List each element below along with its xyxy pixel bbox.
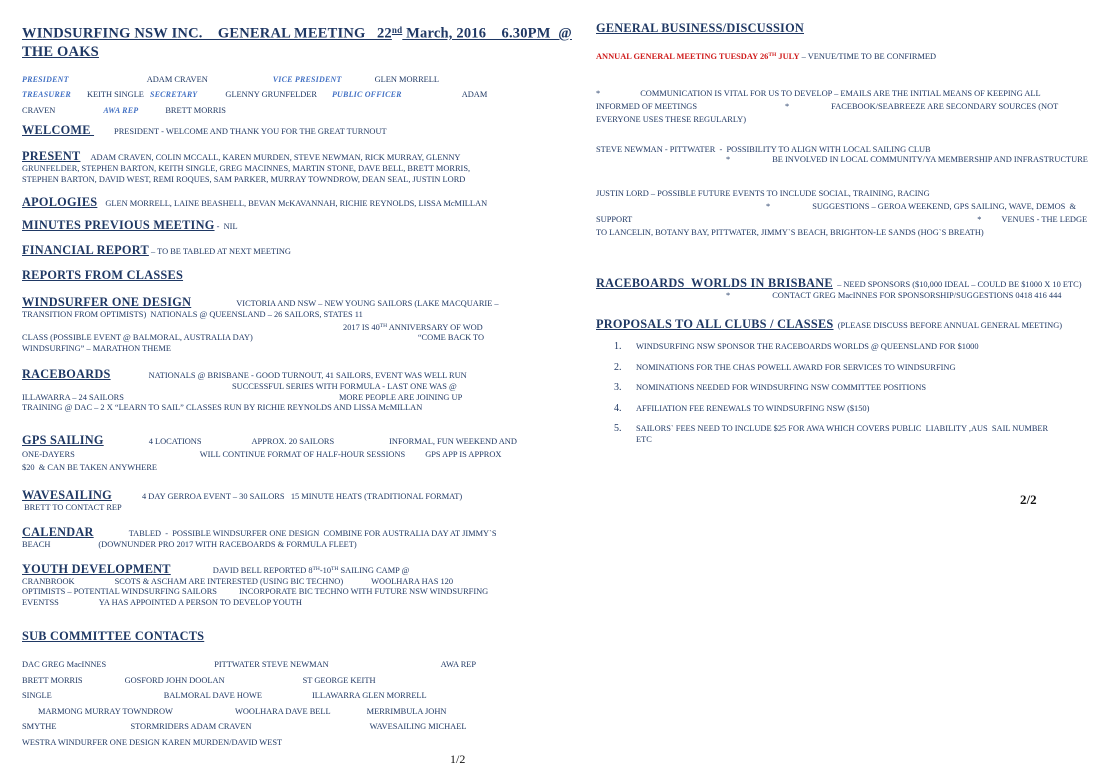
list-item-text <box>636 424 1096 445</box>
text-run: MERRIMBULA JOHN <box>366 706 447 716</box>
text-run: MARMONG MURRAY TOWNDROW <box>38 706 173 716</box>
tab-space <box>22 762 450 763</box>
tab-space <box>197 96 225 97</box>
text-run: NOMINATIONS FOR THE CHAS POWELL AWARD FOR SERVICES TO WINDSURFING <box>636 362 956 372</box>
list-item <box>596 404 1096 415</box>
justin-lord-item <box>596 187 1096 239</box>
text-line <box>22 577 522 588</box>
text-line <box>22 434 522 448</box>
text-run: TREASURER <box>22 90 71 99</box>
steve-newman-item <box>596 145 1096 166</box>
sub-committee-contacts-heading: SUB COMMITTEE CONTACTS <box>22 629 205 643</box>
wavesailing <box>22 489 522 514</box>
doc-title <box>22 22 572 62</box>
general-business-discussion-heading: GENERAL BUSINESS/DISCUSSION <box>596 21 805 35</box>
text-run: OPTIMISTS – POTENTIAL WINDSURFING SAILORS <box>22 587 217 596</box>
text-run: APPROX. 20 SAILORS <box>251 436 335 446</box>
text-run: GOSFORD JOHN DOOLAN <box>124 675 225 685</box>
page-1 <box>22 0 572 764</box>
tab-space <box>208 81 273 82</box>
raceboards-worlds <box>596 277 1096 302</box>
text-line <box>22 164 522 175</box>
tab-space <box>789 108 831 109</box>
text-run: PUBLIC OFFICER <box>331 90 402 99</box>
text-run: – VENUE/TIME TO BE CONFIRMED <box>799 52 937 61</box>
text-run: WINDSURFING” – MARATHON THEME <box>22 343 171 353</box>
text-run: TH <box>312 565 320 572</box>
text-run: AWA REP <box>440 660 477 669</box>
tab-space <box>600 95 640 96</box>
text-line <box>596 50 1096 63</box>
apologies <box>22 196 522 210</box>
text-run: CRANBROOK <box>22 576 75 586</box>
tab-space <box>402 96 462 97</box>
text-run: SMYTHE <box>22 722 57 731</box>
text-line <box>22 598 522 609</box>
text-run: CRAVEN <box>22 105 56 115</box>
text-run: TRAINING @ DAC – 2 X “LEARN TO SAIL” CLASSES RUN BY RICHIE REYNOLDS AND LISSA McMILLAN <box>22 403 423 412</box>
text-line <box>22 175 522 186</box>
text-run: AWA REP <box>103 105 139 115</box>
text-line <box>22 719 522 735</box>
raceboards-worlds-heading: RACEBOARDS WORLDS IN BRISBANE <box>596 275 833 290</box>
text-run: SCOTS & ASCHAM ARE INTERESTED (USING BIC TECHNO) <box>114 576 344 586</box>
text-run: BEACH <box>22 540 51 549</box>
financial-report-heading: FINANCIAL REPORT <box>22 243 149 257</box>
text-line <box>22 587 522 598</box>
text-line <box>22 403 522 414</box>
text-line <box>22 448 522 461</box>
text-run: GPS APP IS APPROX <box>425 449 502 459</box>
text-run: WAVESAILING MICHAEL <box>369 722 467 731</box>
text-line <box>22 196 522 210</box>
text-line <box>596 492 1096 508</box>
raceboards <box>22 368 522 414</box>
text-run: WINDSURFING NSW SPONSOR THE RACEBOARDS WORLDS @ QUEENSLAND FOR $1000 <box>636 342 979 351</box>
youth-development <box>22 563 522 609</box>
text-run: ETC <box>636 434 652 444</box>
tab-space <box>317 96 332 97</box>
youth-development-heading: YOUTH DEVELOPMENT <box>22 561 171 576</box>
tab-space <box>329 666 441 667</box>
text-run: ANNIVERSARY OF WOD <box>387 322 483 332</box>
text-run: WESTRA WINDURFER ONE DESIGN KAREN MURDEN/DAVID WEST <box>22 737 283 747</box>
text-run: CONTACT GREG MacINNES FOR SPONSORSHIP/SUGGESTIONS 0418 416 444 <box>772 290 1062 300</box>
tab-space <box>171 572 213 573</box>
text-line <box>22 526 522 540</box>
text-run: SAILING CAMP @ <box>338 565 410 575</box>
proposals-heading <box>596 318 1096 332</box>
text-run: GRUNFELDER, STEPHEN BARTON, KEITH SINGLE, GREG MACINNES, MARTIN STONE, DAVE BELL, BRETT MORRIS, <box>22 164 471 173</box>
text-run: JUSTIN LORD – POSSIBLE FUTURE EVENTS TO INCLUDE SOCIAL, TRAINING, RACING <box>596 188 930 198</box>
text-run: 4 LOCATIONS <box>148 436 202 446</box>
apologies-heading: APOLOGIES <box>22 195 98 209</box>
text-line <box>22 344 522 355</box>
text-run: BRETT TO CONTACT REP <box>22 502 122 512</box>
financial-report <box>22 244 522 258</box>
text-run: EVENTSS <box>22 597 59 607</box>
tab-space <box>94 535 129 536</box>
list-number: 1. <box>614 341 622 352</box>
text-run: KEITH SINGLE <box>86 90 144 99</box>
page-footer <box>22 754 522 764</box>
list-item <box>596 363 1096 374</box>
text-line <box>22 87 522 103</box>
tab-space <box>22 713 38 714</box>
text-run: STEVE NEWMAN - PITTWATER - POSSIBILITY TO ALIGN WITH LOCAL SAILING CLUB <box>596 144 931 154</box>
proposals-heading-heading: PROPOSALS TO ALL CLUBS / CLASSES <box>596 317 834 331</box>
tab-space <box>106 666 214 667</box>
text-run: GLEN MORRELL <box>374 74 440 84</box>
text-line <box>22 563 522 577</box>
text-line <box>22 688 522 704</box>
reports-from-classes <box>22 269 522 283</box>
text-line <box>22 150 522 164</box>
tab-space <box>334 443 389 444</box>
officers <box>22 72 522 119</box>
text-run: * <box>784 101 790 111</box>
tab-space <box>202 443 252 444</box>
text-run: VENUES - THE LEDGE <box>1001 214 1088 224</box>
text-line <box>22 244 522 258</box>
text-line <box>22 503 522 514</box>
text-run: ONE-DAYERS <box>22 449 75 459</box>
text-run: $20 & CAN BE TAKEN ANYWHERE <box>22 462 158 472</box>
list-item <box>596 383 1096 394</box>
list-number: 2. <box>614 361 622 373</box>
text-line <box>596 291 1096 302</box>
text-run: STEPHEN BARTON, DAVID WEST, REMI ROQUES, SAM PARKER, MURRAY TOWNDROW, DEAN SEAL, JUSTIN LORD <box>22 174 466 184</box>
text-run: STORMRIDERS ADAM CRAVEN <box>130 722 252 731</box>
text-run: 4 DAY GERROA EVENT – 30 SAILORS 15 MINUTE HEATS (TRADITIONAL FORMAT) <box>142 491 463 501</box>
communication-item <box>596 87 1096 126</box>
text-run: ILLAWARRA – 24 SAILORS <box>22 392 124 402</box>
page-number: 1/2 <box>450 752 466 764</box>
text-line <box>22 269 522 283</box>
tab-space <box>632 221 977 222</box>
text-line <box>596 318 1096 332</box>
tab-space <box>94 133 114 134</box>
list-item <box>596 424 1096 445</box>
contacts <box>22 657 522 750</box>
text-line <box>22 103 522 119</box>
text-line <box>596 87 1096 100</box>
wavesailing-heading: WAVESAILING <box>22 487 112 502</box>
text-line <box>22 333 522 344</box>
text-line <box>596 22 1096 36</box>
doc-title-heading: WINDSURFING NSW INC. GENERAL MEETING 22 <box>22 25 392 42</box>
text-run: BRETT MORRIS <box>165 105 226 115</box>
tab-space <box>80 159 90 160</box>
text-run: AFFILIATION FEE RENEWALS TO WINDSURFING NSW ($150) <box>636 403 870 413</box>
tab-space <box>596 503 1020 504</box>
list-item-text <box>636 383 1096 394</box>
text-run: (DOWNUNDER PRO 2017 WITH RACEBOARDS & FORMULA FLEET) <box>98 540 357 549</box>
text-line <box>596 213 1096 226</box>
gps-sailing-heading: GPS SAILING <box>22 432 104 447</box>
text-run: VICE PRESIDENT <box>272 74 342 84</box>
text-line <box>22 735 522 751</box>
tab-space <box>343 583 371 584</box>
text-run: SUGGESTIONS – GEROA WEEKEND, GPS SAILING, WAVE, DEMOS & <box>812 201 1077 211</box>
page-number: 2/2 <box>1020 492 1037 507</box>
text-line <box>22 310 522 321</box>
minutes-previous-meeting <box>22 219 522 233</box>
list-item <box>596 342 1096 353</box>
text-run: BALMORAL DAVE HOWE <box>163 691 262 700</box>
text-line <box>22 124 522 138</box>
text-run: TRANSITION FROM OPTIMISTS) NATIONALS @ QUEENSLAND – 26 SAILORS, STATES 11 <box>22 310 363 319</box>
tab-space <box>56 728 130 729</box>
text-run: ST GEORGE KEITH <box>302 675 376 685</box>
text-run: - NIL <box>214 222 238 231</box>
text-run: YA HAS APPOINTED A PERSON TO DEVELOP YOUTH <box>98 597 302 607</box>
raceboards-heading: RACEBOARDS <box>22 367 111 381</box>
text-line <box>22 368 522 382</box>
text-run: ADAM CRAVEN, COLIN MCCALL, KAREN MURDEN, STEVE NEWMAN, RICK MURRAY, GLENNY <box>90 153 461 162</box>
text-line <box>596 100 1096 113</box>
tab-space <box>981 221 1001 222</box>
text-run: – NEED SPONSORS ($10,000 IDEAL – COULD BE $1000 X 10 ETC) <box>832 279 1082 289</box>
text-run: ANNUAL GENERAL MEETING TUESDAY 26 <box>596 52 769 61</box>
text-run: ADAM <box>461 90 488 99</box>
text-run: * <box>766 201 771 211</box>
proposals-list <box>596 342 1096 445</box>
tab-space <box>191 305 236 306</box>
tab-space <box>405 456 425 457</box>
tab-space <box>770 208 812 209</box>
text-run: * <box>726 155 731 164</box>
text-run: COMMUNICATION IS VITAL FOR US TO DEVELOP – EMAILS ARE THE INITIAL MEANS OF KEEPING ALL <box>640 88 1041 98</box>
text-line <box>596 187 1096 200</box>
text-line <box>22 673 522 689</box>
doc-title-heading: March, 2016 6.30PM @ <box>402 25 572 42</box>
tab-space <box>124 399 339 400</box>
text-run: – TO BE TABLED AT NEXT MEETING <box>148 247 291 256</box>
welcome-heading: WELCOME <box>22 123 95 137</box>
present <box>22 150 522 185</box>
page-footer <box>596 492 1096 508</box>
text-run: DAC GREG MacINNES <box>22 660 107 669</box>
calendar-heading: CALENDAR <box>22 525 94 539</box>
tab-space <box>697 108 785 109</box>
text-run: WOOLHARA HAS 120 <box>371 576 454 586</box>
tab-space <box>104 443 149 444</box>
tab-space <box>730 161 772 162</box>
text-run: 2017 IS 40 <box>343 322 380 332</box>
tab-space <box>52 697 164 698</box>
text-line <box>22 72 522 88</box>
text-run: NOMINATIONS NEEDED FOR WINDSURFING NSW COMMITTEE POSITIONS <box>636 383 927 392</box>
tab-space <box>75 456 200 457</box>
text-run: TO LANCELIN, BOTANY BAY, PITTWATER, JIMMY`S BEACH, BRIGHTON-LE SANDS (HOG`S BREATH) <box>596 227 984 237</box>
text-run: PRESIDENT <box>22 74 69 84</box>
text-line <box>22 704 522 720</box>
text-run: SUPPORT <box>596 214 633 224</box>
text-line <box>22 219 522 233</box>
list-item-text <box>636 363 1096 374</box>
tab-space <box>75 583 115 584</box>
windsurfer-one-design <box>22 296 522 354</box>
text-run: TH <box>768 52 777 58</box>
windsurfer-one-design-heading: WINDSURFER ONE DESIGN <box>22 295 192 309</box>
text-run: TABLED - POSSIBLE WINDSURFER ONE DESIGN COMBINE FOR AUSTRALIA DAY AT JIMMY`S <box>128 529 497 538</box>
text-line <box>596 145 1096 156</box>
text-run: INFORMED OF MEETINGS <box>596 101 697 111</box>
text-run: NATIONALS @ BRISBANE - GOOD TURNOUT, 41 SAILORS, EVENT WAS WELL RUN <box>148 371 467 380</box>
text-run: SECRETARY <box>149 90 198 99</box>
text-run: ADAM CRAVEN <box>146 74 208 84</box>
tab-space <box>22 329 343 330</box>
tab-space <box>217 593 239 594</box>
text-run: EVERYONE USES THESE REGULARLY) <box>596 114 746 124</box>
tab-space <box>596 161 726 162</box>
text-run: DAVID BELL REPORTED 8 <box>212 565 313 575</box>
text-line <box>596 226 1096 239</box>
text-line <box>22 754 522 764</box>
text-line <box>22 393 522 404</box>
minutes-previous-meeting-heading: MINUTES PREVIOUS MEETING <box>22 218 215 232</box>
text-line <box>22 22 572 44</box>
doc-title-heading: THE OAKS <box>22 43 99 60</box>
tab-space <box>596 297 726 298</box>
text-line <box>596 113 1096 126</box>
tab-space <box>173 713 235 714</box>
text-run: SAILORS` FEES NEED TO INCLUDE $25 FOR AWA WHICH COVERS PUBLIC LIABILITY ,AUS SAIL NUMBER <box>636 424 1049 433</box>
page-2 <box>596 0 1096 508</box>
tab-space <box>111 377 149 378</box>
tab-space <box>596 208 766 209</box>
tab-space <box>55 112 103 113</box>
text-run: BRETT MORRIS <box>22 675 83 685</box>
text-run: FACEBOOK/SEABREEZE ARE SECONDARY SOURCES (NOT <box>831 101 1059 111</box>
calendar <box>22 526 522 551</box>
text-line <box>596 200 1096 213</box>
list-item-text <box>636 404 1096 415</box>
tab-space <box>59 604 99 605</box>
text-run: * <box>726 290 731 300</box>
text-line <box>22 461 522 474</box>
text-run: PRESIDENT - WELCOME AND THANK YOU FOR THE GREAT TURNOUT <box>114 127 387 136</box>
text-line <box>22 382 522 393</box>
text-run: INFORMAL, FUN WEEKEND AND <box>389 436 517 446</box>
doc-title-heading: nd <box>391 25 403 35</box>
list-number: 5. <box>614 423 622 434</box>
text-line <box>22 321 522 334</box>
text-run: TH <box>331 565 339 572</box>
text-run: “COME BACK TO <box>417 333 485 342</box>
tab-space <box>50 546 98 547</box>
text-line <box>22 296 522 310</box>
tab-space <box>69 81 147 82</box>
text-run: SINGLE <box>22 691 52 700</box>
tab-space <box>331 713 367 714</box>
text-run: VICTORIA AND NSW – NEW YOUNG SAILORS (LAKE MACQUARIE – <box>236 299 499 308</box>
present-heading: PRESENT <box>22 149 81 163</box>
list-item-text <box>636 342 1096 353</box>
tab-space <box>252 728 370 729</box>
welcome <box>22 124 522 138</box>
text-run: ILLAWARRA GLEN MORRELL <box>311 691 427 700</box>
text-run: WILL CONTINUE FORMAT OF HALF-HOUR SESSIONS <box>199 449 406 459</box>
tab-space <box>22 388 232 389</box>
tab-space <box>262 697 312 698</box>
text-run: BE INVOLVED IN LOCAL COMMUNITY/YA MEMBERSHIP AND INFRASTRUCTURE <box>772 155 1088 164</box>
general-business-discussion <box>596 22 1096 36</box>
text-run: PITTWATER STEVE NEWMAN <box>214 660 329 669</box>
tab-space <box>71 96 87 97</box>
list-number: 3. <box>614 382 622 393</box>
text-run: GLENNY GRUNFELDER <box>225 90 317 99</box>
text-run: * <box>977 214 982 224</box>
text-run: -10 <box>319 565 332 575</box>
reports-from-classes-heading: REPORTS FROM CLASSES <box>22 268 184 282</box>
agm-notice <box>596 50 1096 63</box>
text-line <box>596 277 1096 291</box>
text-run: MORE PEOPLE ARE JOINING UP <box>338 392 463 402</box>
gps-sailing <box>22 434 522 474</box>
text-line <box>22 657 522 673</box>
tab-space <box>253 339 418 340</box>
text-line <box>22 44 522 62</box>
tab-space <box>138 112 165 113</box>
tab-space <box>112 498 142 499</box>
text-run: * <box>596 88 601 98</box>
text-run: SUCCESSFUL SERIES WITH FORMULA - LAST ONE WAS @ <box>232 382 457 391</box>
text-run: (PLEASE DISCUSS BEFORE ANNUAL GENERAL MEETING) <box>833 321 1063 330</box>
list-number: 4. <box>614 402 622 414</box>
text-run: JULY <box>776 52 800 61</box>
sub-committee-contacts <box>22 630 522 644</box>
text-line <box>596 155 1096 166</box>
text-run: CLASS (POSSIBLE EVENT @ BALMORAL, AUSTRALIA DAY) <box>22 333 253 342</box>
text-run: INCORPORATE BIC TECHNO WITH FUTURE NSW WINDSURFING <box>238 587 489 596</box>
text-line <box>22 630 522 644</box>
text-line <box>22 489 522 503</box>
text-run: WOOLHARA DAVE BELL <box>234 706 331 716</box>
text-line <box>22 540 522 551</box>
tab-space <box>83 682 125 683</box>
tab-space <box>730 297 772 298</box>
tab-space <box>225 682 303 683</box>
text-run: GLEN MORRELL, LAINE BEASHELL, BEVAN McKAVANNAH, RICHIE REYNOLDS, LISSA McMILLAN <box>105 199 488 208</box>
tab-space <box>342 81 375 82</box>
text-run: TH <box>379 322 388 329</box>
